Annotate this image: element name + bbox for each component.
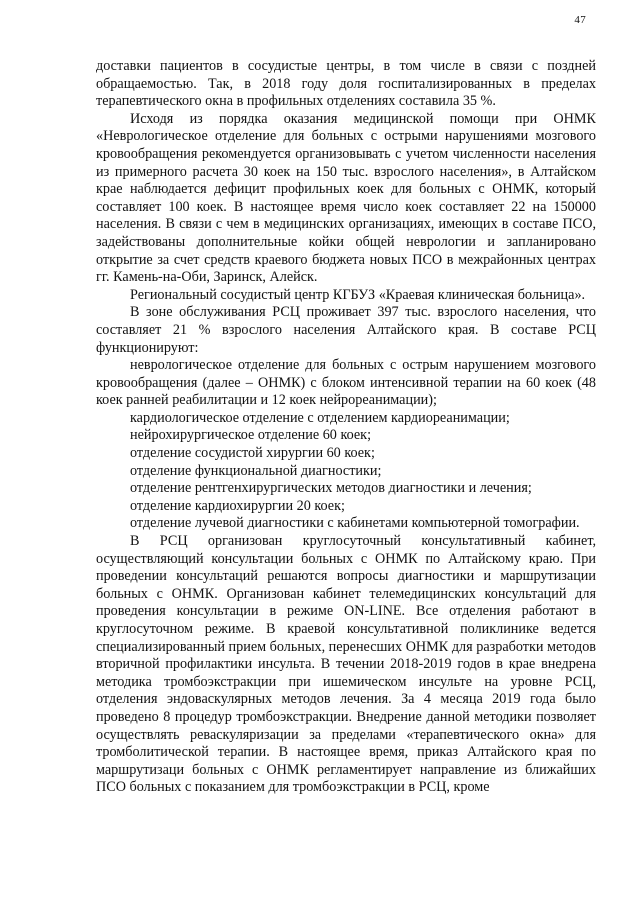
paragraph-bed-deficit: Исходя из порядка оказания медицинской помощи при ОНМК «Неврологическое отделение для больных с острыми нарушениями мозгового кровообращения рекомендуется организовывать с учетом численности населения из примерного расчета 30 коек на 150 тыс. взрослого населения», в Алтайском крае наблюдается дефицит профильных коек для больных с ОНМК, который составляет 100 коек. В настоящее время число коек составляет 22 на 150000 населения. В связи с чем в медицинских организациях, имеющих в составе ПСО, задействованы дополнительные койки общей неврологии и запланировано открытие за счет средств краевого бюджета новых ПСО в межрайонных центрах гг. Камень-на-Оби, Заринск, Алейск. [96,110,596,286]
paragraph-continuation: доставки пациентов в сосудистые центры, в том числе в связи с поздней обращаемостью. Так, в 2018 году доля госпитализированных в пределах терапевтического окна в профильных отделениях составила 35 %. [96,58,596,110]
departments-list [96,357,596,533]
paragraph-consultation: В РСЦ организован круглосуточный консультативный кабинет, осуществляющий консультации больных с ОНМК по Алтайскому краю. При проведении консультаций решаются вопросы диагностики и маршрутизации больных с ОНМК. Организован кабинет телемедицинских консультаций для проведения консультации в режиме ON-LINE. Все отделения работают в круглосуточном режиме. В краевой консультативной поликлинике ведется специализированный прием больных, перенесших ОНМК для разработки методов вторичной профилактики инсульта. В течении 2018-2019 годов в крае внедрена методика тромбоэкстракции при ишемическом инсульте на уровне РСЦ, отделения эндоваскулярных методов лечения. За 4 месяца 2019 года было проведено 8 процедур тромбоэкстракции. Внедрение данной методики позволяет осуществлять реваскуляризации за пределами «терапевтического окна» для тромболитической терапии. В настоящее время, приказ Алтайского края по маршрутизаци больных с ОНМК регламентирует направление из ближайших ПСО больных с показанием для тромбоэкстракции в РСЦ, кроме [96,533,596,796]
list-item: неврологическое отделение для больных с острым нарушением мозгового кровообращения (далее – ОНМК) с блоком интенсивной терапии на 60 коек (48 коек ранней реабилитации и 12 коек нейрореанимации); [96,357,596,409]
page-number: 47 [574,14,586,26]
body-text [96,58,596,797]
list-item: отделение кардиохирургии 20 коек; [130,497,345,514]
list-item: отделение рентгенхирургических методов диагностики и лечения; [130,480,532,497]
list-item: кардиологическое отделение с отделением кардиореанимации; [130,409,510,426]
list-item: отделение лучевой диагностики с кабинетами компьютерной томографии. [130,515,580,532]
paragraph-regional-center: Региональный сосудистый центр КГБУЗ «Краевая клиническая больница». [130,286,586,303]
list-item: нейрохирургическое отделение 60 коек; [130,427,372,444]
list-item: отделение функциональной диагностики; [130,462,382,479]
list-item: отделение сосудистой хирургии 60 коек; [130,445,375,462]
paragraph-service-area: В зоне обслуживания РСЦ проживает 397 тыс. взрослого населения, что составляет 21 % взрослого населения Алтайского края. В составе РСЦ функционируют: [96,304,596,356]
